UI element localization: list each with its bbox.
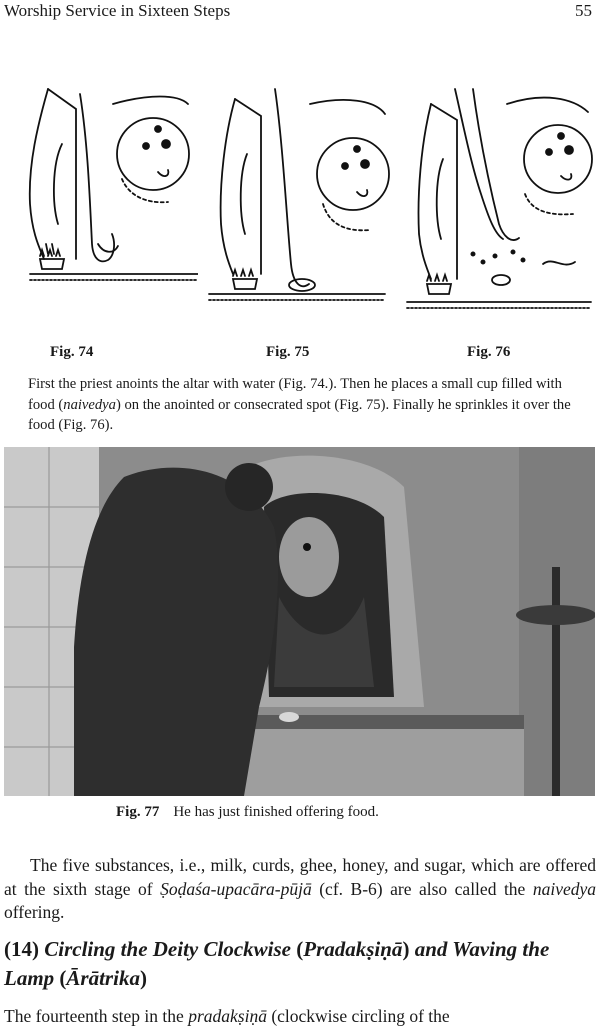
figure-74-label: Fig. 74 (50, 344, 94, 360)
page-number: 55 (575, 1, 592, 20)
figure-77-label: Fig. 77 (116, 804, 160, 820)
para1-term-2: naivedya (532, 878, 596, 899)
para1-text-1: The five substances, i.e., milk, curds, ghee, honey, and sugar, which are offered at the sixth stage of (4, 855, 596, 899)
heading-paren-1-open: ( (291, 937, 304, 961)
body-paragraph-1 (4, 854, 596, 925)
para1-term-1: Ṣoḍaśa-upacāra-pūjā (160, 878, 312, 899)
para2-term: pradakṣiṇā (188, 1006, 267, 1026)
heading-text-2: Pradakṣiṇā (303, 937, 403, 961)
figure-75-label: Fig. 75 (266, 344, 310, 360)
figure-76-label: Fig. 76 (467, 344, 511, 360)
heading-number: (14) (4, 937, 45, 961)
section-heading-14 (4, 935, 596, 993)
figure-76-drawing (403, 84, 593, 314)
figure-77-caption (116, 804, 379, 821)
heading-text-1: Circling the Deity Clockwise (44, 937, 291, 961)
para1-text-3: offering. (4, 902, 65, 922)
caption-text-1: First the priest anoints the altar with water (Fig. 74.). Then he places a small cup filled with food ( (28, 376, 562, 413)
figures-74-76-caption (28, 374, 573, 436)
heading-paren-2-close: ) (139, 966, 147, 990)
heading-text-4: Ārātrika (66, 966, 140, 990)
body-paragraph-2 (4, 1005, 596, 1029)
figure-77-caption-text: He has just finished offering food. (173, 804, 379, 820)
heading-text-3: and Waving the Lamp (4, 937, 550, 990)
heading-paren-1-close: ) (402, 937, 415, 961)
para2-text-1: The fourteenth step in the (4, 1006, 189, 1026)
para2-text-2: (clockwise circling of the (266, 1006, 450, 1026)
para1-text-2: (cf. B-6) are also called the (311, 878, 533, 899)
running-title: Worship Service in Sixteen Steps (4, 1, 231, 20)
heading-paren-2-open: ( (54, 966, 67, 990)
caption-term-naivedya: naivedya (63, 396, 116, 413)
figure-77-photo (4, 447, 595, 796)
page-header (4, 0, 592, 24)
caption-text-2: ) on the anointed or consecrated spot (Fig. 75). Finally he sprinkles it over the food (Fig. 76). (28, 396, 571, 433)
figure-75-drawing (205, 84, 390, 319)
figure-74-drawing (18, 84, 198, 299)
